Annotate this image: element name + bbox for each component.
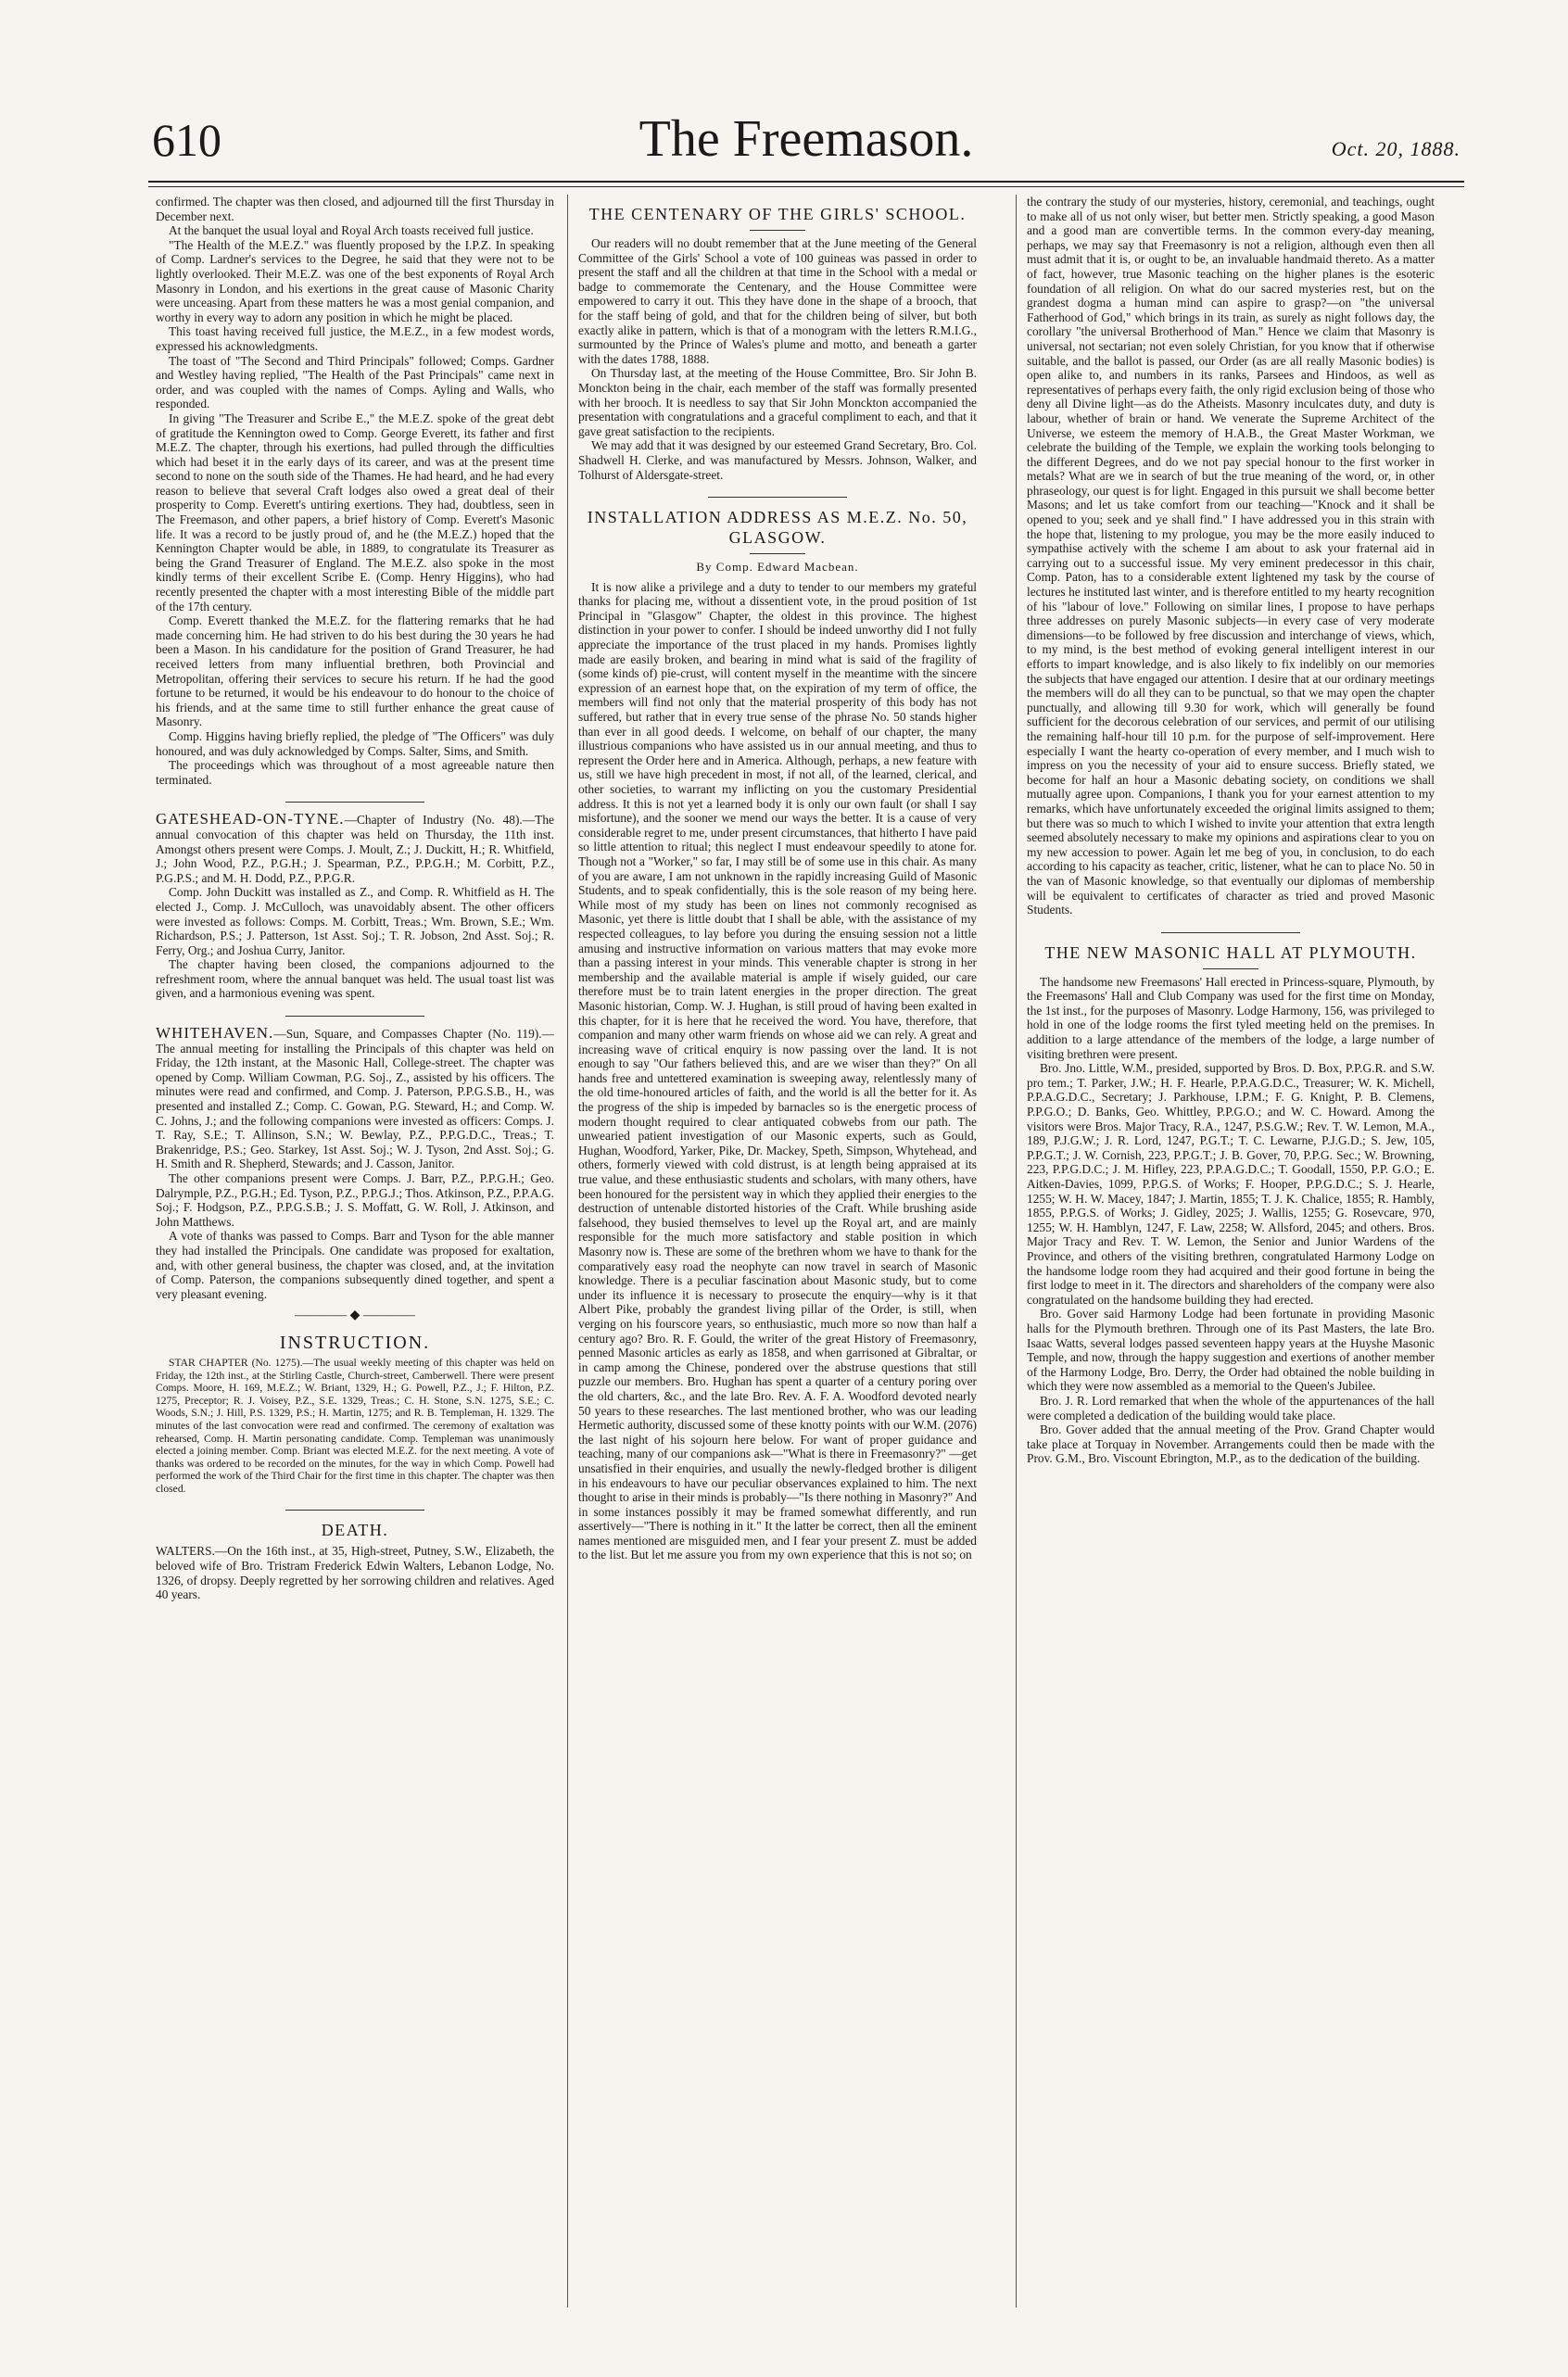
page-number: 610	[152, 114, 221, 166]
paragraph: The proceedings which was throughout of a most agreeable nature then terminated.	[156, 758, 554, 787]
issue-date: Oct. 20, 1888.	[1331, 137, 1461, 160]
paragraph: We may add that it was designed by our esteemed Grand Secretary, Bro. Col. Shadwell H. Clerke, and was manufactured by Messrs. Johnson, Walker, and Tolhurst of Aldersgate-street.	[578, 438, 977, 482]
column-1	[156, 195, 554, 2317]
report-text: —Sun, Square, and Compasses Chapter (No. 119).—The annual meeting for installing the Principals of this chapter was held on Friday, the 12th instant, at the Masonic Hall, College-street. The chapter was opened by Comp. William Cowman, P.G. Soj., Z., assisted by his officers. The minutes were read and confirmed, and Comp. J. Paterson, P.P.G.S.B., H., was presented and installed Z.; Comp. C. Gowan, P.G. Steward, H.; and Comp. W. C. Johns, J.; and the following companions were invested as officers: Comps. J. T. Ray, S.E.; T. Allinson, S.N.; W. Bewlay, P.Z., P.P.G.D.C., Treas.; T. Brakenridge, P.S.; Geo. Starkey, 1st Asst. Soj.; W. J. Tyson, 2nd Asst. Soj.; G. H. Smith and R. Shepherd, Stewards; and J. Casson, Janitor.	[156, 1027, 554, 1171]
paragraph: "The Health of the M.E.Z." was fluently proposed by the I.P.Z. In speaking of Comp. Lardner's services to the Degree, he said that they were not to be lightly overlooked. Their M.E.Z. was one of the best exponents of Royal Arch Masonry in London, and his exertions in the great cause of Masonic Charity were unceasing. Apart from these matters he was a most genial companion, and worthy in every way to adorn any position in which he might be placed.	[156, 237, 554, 324]
article-heading-plymouth-hall: THE NEW MASONIC HALL AT PLYMOUTH.	[1044, 942, 1417, 962]
report-text: —Chapter of Industry (No. 48).—The annual convocation of this chapter was held on Thursday, the 11th inst. Amongst others present were Comps. J. Moult, Z.; J. Duckitt, H.; R. Whitfield, J.; John Wood, P.Z., P.G.H.; J. Spearman, P.Z., P.P.G.H.; M. Corbitt, P.Z., P.G.P.S.; and M. H. Dodd, P.Z., P.P.G.R.	[156, 813, 554, 885]
section-rule	[285, 802, 424, 803]
column-3	[1027, 195, 1435, 2317]
heading-rule	[1203, 968, 1258, 969]
paragraph: In giving "The Treasurer and Scribe E.," the M.E.Z. spoke of the great debt of gratitude the Kennington owed to Comp. George Everett, its father and first M.E.Z. The chapter, through his exertions, had pulled through the difficulties which had beset it in the early days of its career, and was at the present time second to none on the south side of the Thames. He had heard, and he had every reason to believe that several Craft lodges also owed a great deal of their prosperity to Comp. Everett's untiring exertions. They had, doubtless, seen in The Freemason, and other papers, a brief history of Comp. Everett's Masonic life. It was a record to be justly proud of, and he (the M.E.Z.) hoped that the Kennington Chapter would be able, in 1889, to congratulate its Treasurer as being the Grand Treasurer of England. The M.E.Z. also spoke in the most kindly terms of their excellent Scribe E. (Comp. Henry Higgins), who had recently presented the chapter with a most interesting Bible of the middle part of the 17th century.	[156, 411, 554, 613]
paragraph: At the banquet the usual loyal and Royal Arch toasts received full justice.	[169, 223, 534, 238]
report-gateshead	[156, 812, 554, 885]
section-rule	[285, 1016, 424, 1017]
section-rule	[285, 1510, 424, 1511]
section-heading-death: DEATH.	[321, 1521, 389, 1540]
column-divider	[567, 195, 568, 2307]
section-rule	[708, 497, 847, 498]
paragraph: The other companions present were Comps. J. Barr, P.Z., P.P.G.H.; Geo. Dalrymple, P.Z., P.G.H.; Ed. Tyson, P.Z., P.P.G.J.; Thos. Atkinson, P.Z., P.P.A.G. Soj.; F. Hodgson, P.Z., P.P.G.S.B.; J. S. Moffatt, G. W. Roll, J. Atkinson, and John Matthews.	[156, 1171, 554, 1229]
section-rule	[1161, 932, 1300, 933]
paragraph: Comp. Higgins having briefly replied, the pledge of "The Officers" was duly honoured, and was duly acknowledged by Comps. Salter, Sims, and Smith.	[156, 728, 554, 758]
paragraph: Bro. J. R. Lord remarked that when the whole of the appurtenances of the hall were completed a dedication of the building would take place.	[1027, 1393, 1435, 1422]
paragraph: The handsome new Freemasons' Hall erected in Princess-square, Plymouth, by the Freemasons' Hall and Club Company was used for the first time on Monday, the 1st inst., for the purposes of Masonry. Lodge Harmony, 156, was privileged to hold in one of the lodge rooms the first tyled meeting held on the premises. In addition to a large attendance of the members of the lodge, a large number of visiting brethren were present.	[1027, 974, 1435, 1061]
paragraph: Comp. John Duckitt was installed as Z., and Comp. R. Whitfield as H. The elected J., Comp. J. McCulloch, was unavoidably absent. The other officers were invested as follows: Comps. M. Corbitt, Treas.; Wm. Brown, S.E.; Wm. Richardson, P.S.; J. Patterson, 1st Asst. Soj.; T. R. Jobson, 2nd Asst. Soj.; R. Ferry, Org.; and Joshua Curry, Janitor.	[156, 885, 554, 957]
report-lede: GATESHEAD-ON-TYNE.	[156, 810, 345, 828]
heading-rule	[750, 230, 805, 231]
paragraph: On Thursday last, at the meeting of the House Committee, Bro. Sir John B. Monckton being in the chair, each member of the staff was formally presented with her brooch. It is needless to say that Sir John Monckton accompanied the presentation with congratulations and a graceful compliment to each, and that it gave great satisfaction to the recipients.	[578, 366, 977, 438]
paragraph: The chapter having been closed, the companions adjourned to the refreshment room, where the annual banquet was held. The usual toast list was given, and a harmonious evening was spent.	[156, 957, 554, 1001]
masthead-title: The Freemason.	[639, 110, 974, 168]
column-divider	[1016, 195, 1017, 2307]
header-rule	[148, 181, 1464, 183]
paragraph: Bro. Gover added that the annual meeting of the Prov. Grand Chapter would take place at Torquay in November. Arrangements could then be made with the Prov. G.M., Bro. Viscount Ebrington, M.P., as to the dedication of the building.	[1027, 1422, 1435, 1466]
paragraph: confirmed. The chapter was then closed, and adjourned till the first Thursday in December next.	[156, 195, 554, 223]
article-heading-centenary: THE CENTENARY OF THE GIRLS' SCHOOL.	[588, 205, 967, 223]
paragraph: Comp. Everett thanked the M.E.Z. for the flattering remarks that he had made concerning him. He had striven to do his best during the 30 years he had been a Mason. In his candidature for the position of Grand Treasurer, he had received letters from many influential brethren, both Provincial and Metropolitan, offering their services to secure his return. If he had the good fortune to be returned, it would be his endeavour to do honour to the choice of his friends, and at the same time to still further enhance the great cause of Masonry.	[156, 613, 554, 729]
paragraph: Bro. Gover said Harmony Lodge had been fortunate in providing Masonic halls for the Plymouth brethren. Through one of its Past Masters, the late Bro. Isaac Watts, several lodges passed seventeen happy years at the Huyshe Masonic Temple, and now, through the happy suggestion and exertions of another member of the Harmony Lodge, Bro. Derry, the Order had obtained the noble building in which they were now assembled as a memorial to the Queen's Jubilee.	[1027, 1307, 1435, 1394]
article-heading-installation: INSTALLATION ADDRESS AS M.E.Z. No. 50, GLASGOW.	[587, 508, 968, 548]
report-lede: WHITEHAVEN.	[156, 1024, 274, 1043]
paragraph: the contrary the study of our mysteries, history, ceremonial, and teachings, ought to make all of us not only wiser, but better men. Strictly speaking, a good Mason and a good man are convertible terms. In the common every-day meaning, perhaps, we may say that Freemasonry is not a religion, although even then all must admit that it is, or ought to be, an invaluable handmaid thereto. As a matter of fact, however, true Masonic teaching on the higher planes is the esoteric foundation of all religion. On what do our sacred mysteries rest, but on the grandest dogma a human mind can aspire to grasp?—on "the universal Fatherhood of God," which brings in its train, as surely as night follows day, the corollary "the universal Brotherhood of Man." Hence we claim that Masonry is universal, not sectarian; not even solely Christian, for you know that if otherwise suitable, and the ballot is passed, our Order (as are all really Masonic bodies) is open alike to, and numbers in its ranks, Parsees and Hindoos, as well as representatives of perhaps every faith, the only rigid exclusion being of those who deny all Divine light—as do the Atheists. Masonry inculcates duty, and duty is labour, whether of brain or hand. We venerate the Supreme Architect of the Universe, we esteem the memory of H.A.B., the Great Master Workman, we celebrate the building of the Temple, we explain the working tools belonging to the different Degrees, and do we not pay special honour to the first worker in metals? What are we in search of but the true meaning of the word, or, in other phraseology, our quest is for light. Engaged in this pursuit we shall become better Masons; and let us take comfort from our teaching—"Knock and it shall be opened to you; seek and ye shall find." I have addressed you in this strain with the hope that, listening to my prologue, you may be the more easily induced to sympathise actively with the scheme I am about to ask your fraternal aid in carrying out to a successful issue. My very eminent predecessor in this chair, Comp. Paton, has to a considerable extent lightened my task by the course of lectures he instituted last winter, and is therefore entitled to my hearty recognition of his "labour of love." Following on similar lines, I propose to have perhaps three addresses on purely Masonic subjects—in every case of very moderate dimensions—to be followed by free discussion and interchange of views, which, to my mind, is the best method of evoking general intelligent interest in our efforts to impart knowledge, and is also likely to fix indelibly on our memories the subjects that have engaged our attention. I desire that at our ordinary meetings the members will do all they can to be punctual, so that we may open the chapter punctually, and allowing till 9.30 for work, which will generally be found sufficient for the decorous celebration of our services, and permit of our utilising the remaining half-hour till 10 p.m. for the purpose of self-improvement. Here especially I want the hearty co-operation of every member, and I much wish to impress on you the necessity of your aid to ensure success. Briefly stated, we become for half an hour a Masonic debating society, on conditions we shall mutually agree upon. Companions, I thank you for your earnest attention to my remarks, which have unfortunately exceeded the original limits assigned to them; but there was so much to which I wished to invite your attention that extra length seemed absolutely necessary to make my opinions and aspirations clear to you on my new accession to power. Again let me beg of you, in conclusion, to do each according to his capacity as teacher, critic, listener, what he can to place No. 50 in the van of Masonic knowledge, so that eventually our diplomas of membership will be equivalent to certificates of character as tried and proved Masonic Students.	[1027, 195, 1435, 917]
paragraph: STAR CHAPTER (No. 1275).—The usual weekly meeting of this chapter was held on Friday, the 12th inst., at the Stirling Castle, Church-street, Camberwell. There were present Comps. Moore, H. 169, M.E.Z.; W. Briant, 1329, H.; G. Powell, P.Z., J.; F. Hilton, P.Z. 1275, Preceptor; R. J. Voisey, P.Z., S.E. 1329, Treas.; C. H. Stone, S.N. 1275, S.E.; C. Woods, S.N.; J. Hill, P.S. 1329, P.S.; H. Martin, 1275; and R. B. Templeman, H. 1329. The minutes of the last convocation were read and confirmed. The ceremony of exaltation was rehearsed, Comp. H. Martin personating candidate. Comp. Templeman was unanimously elected a joining member. Comp. Briant was elected M.E.Z. for the next meeting. A vote of thanks was ordered to be recorded on the minutes, for the way in which Comp. Powell had performed the work of the Third Chair for the first time in this chapter. The chapter was then closed.	[156, 1356, 554, 1495]
report-whitehaven	[156, 1026, 554, 1171]
ornament-divider: ———— ◆ ————	[295, 1309, 415, 1323]
death-notice: WALTERS.—On the 16th inst., at 35, High-street, Putney, S.W., Elizabeth, the beloved wife of Bro. Tristram Frederick Edwin Walters, Lebanon Lodge, No. 1326, of dropsy. Deeply regretted by her sorrowing children and relatives. Aged 40 years.	[156, 1544, 554, 1602]
heading-rule	[750, 553, 805, 554]
page-header	[139, 109, 1473, 183]
paragraph: The toast of "The Second and Third Principals" followed; Comps. Gardner and Westley having replied, "The Health of the Past Principals" came next in order, and was coupled with the names of Comps. Ayling and Walls, who responded.	[156, 353, 554, 411]
paragraph: A vote of thanks was passed to Comps. Barr and Tyson for the able manner they had installed the Principals. One candidate was proposed for exaltation, and, with other general business, the chapter was closed, and, at the invitation of Comp. Paterson, the companions subsequently dined together, and spent a very pleasant evening.	[156, 1229, 554, 1301]
column-2	[578, 195, 977, 2317]
header-rule-thin	[148, 186, 1464, 187]
paragraph: Our readers will no doubt remember that at the June meeting of the General Committee of the Girls' School a vote of 100 guineas was passed in order to present the staff and all the children at that time in the School with a medal or badge to commemorate the Centenary, and the House Committee were empowered to carry it out. This they have done in the shape of a brooch, that for the staff being of gold, and that for the children being of silver, but both exactly alike in pattern, which is that of a monogram with the letters R.M.I.G., surmounted by the Prince of Wales's plume and motto, and beneath a garter with the dates 1788, 1888.	[578, 236, 977, 366]
paragraph: This toast having received full justice, the M.E.Z., in a few modest words, expressed his acknowledgments.	[156, 324, 554, 353]
paragraph: Bro. Jno. Little, W.M., presided, supported by Bros. D. Box, P.P.G.R. and S.W. pro tem.; T. Parker, J.W.; H. F. Hearle, P.P.A.G.D.C., Treasurer; W. K. Michell, P.P.A.G.D.C., Secretary; J. Parkhouse, I.P.M.; F. G. Knight, P. B. Clemens, P.P.G.O.; D. Banks, Geo. Whittley, P.P.G.O.; and W. C. Howard. Among the visitors were Bros. Major Tracy, R.A., 1247, P.S.G.W.; Rev. T. W. Lemon, M.A., 189, P.J.G.W.; J. R. Lord, 1247, P.G.T.; T. C. Lewarne, P.J.G.D.; S. Jew, 105, P.P.G.T.; J. W. Cornish, 223, P.P.G.T.; J. B. Gover, 70, P.P.G. Sec.; W. Browning, 223, P.P.G.D.C.; J. M. Hifley, 223, P.P.A.G.D.C.; T. Goodall, 1550, P.P. G.O.; E. Aitken-Davies, 1099, P.P.G.S. of Works; F. Hooper, P.P.G.D.C.; S. J. Hearle, 1255; W. H. W. Macey, 1847; J. Martin, 1855; T. J. K. Chalice, 1855; R. Hambly, 1855, P.P.G.S. of Works; J. Gidley, 2025; J. Wallis, 1255; G. Rosevcare, 970, 1255; W. H. Hamblyn, 1247, F. Law, 2258; W. Allsford, 2045; and others. Bros. Major Tracy and Rev. T. W. Lemon, the Senior and Junior Wardens of the Province, and others of the visiting brethren, congratulated Harmony Lodge on the handsome lodge room they had acquired and their good fortune in being the first lodge to meet in it. The directors and shareholders of the company were also congratulated on the handsome building they had erected.	[1027, 1061, 1435, 1307]
byline: By Comp. Edward Macbean.	[696, 560, 859, 575]
paragraph: It is now alike a privilege and a duty to tender to our members my grateful thanks for placing me, without a dissentient vote, in the proud position of 1st Principal in "Glasgow" Chapter, the oldest in this province. The highest distinction in your power to confer. I should be indeed unworthy did I not fully appreciate the importance of the trust placed in my hands. Promises lightly made are easily broken, and bearing in mind what is said of the fragility of (some kinds of) pie-crust, will content myself in the meantime with the sincere expression of an earnest hope that, on the expiration of my term of office, the members will find not only that the material prosperity of this body has not suffered, but rather that in every true sense of the phrase No. 50 stands higher than ever in all good deeds. I welcome, on behalf of our chapter, the many illustrious companions who have assisted us in our annual meeting, and thus to represent the Order here and in America. Although, perhaps, a new feature with us, still we have high precedent in most, if not all, of the learned, clerical, and other societies, to warrant my inflicting on you the customary Presidential address. It this is not yet a learned body it is only our own fault (or shall I say misfortune), and the sooner we mend our ways the better. It is a cause of very considerable regret to me, under present circumstances, that hitherto I have paid so little attention to ritual; this neglect I must endeavour speedily to atone for. Though not a "Worker," so far, I may still be of some use in this chair. As many of you are aware, I am not unknown in the rapidly increasing Guild of Masonic Students, and to speak confidentially, this is the sole reason of my being here. While most of my study has been on lines not commonly recognised as Masonic, yet there is little doubt that I shall be able, with the assistance of my respected colleagues, to lay before you during the ensuing session not a little amusing and instructive information on various matters that may evoke more than a passing interest in your minds. This venerable chapter is strong in her membership and the available material is ample if wisely guided, our care therefore must be to train latent energies in the proper direction. The great Masonic historian, Comp. W. J. Hughan, is still proud of having been exalted in this chapter, for it is here that he received the word. You have, therefore, that companion and many other warm friends on whose aid we can rely. A great and increasing wave of critical enquiry is now passing over the land. It is not enough to say "Our fathers believed this, and are we wiser than they?" On all hands free and untettered examination is sweeping away, relentlessly many of the old time-honoured articles of faith, and the world is all the better for it. As the progress of the ship is impeded by barnacles so is the energetic process of modern thought required to clear antiquated cobwebs from our path. The unwearied patient investigation of our Masonic experts, such as Gould, Hughan, Woodford, Yarker, Pike, Dr. Mackey, Speth, Simpson, Whytehead, and others, formerly viewed with cold distrust, is at length being appraised at its true value, and these enthusiastic students and scholars, with many others, have been honoured for the persistent way in which they applied their energies to the destruction of untenable distorted histories of the Craft. While brushing aside falsehood, they busied themselves to level up the Royal art, and are mainly responsible for the much more satisfactory and stable position in which Masonry now is. These are some of the brethren whom we have to thank for the comparatively easy road the neophyte can now travel in search of Masonic knowledge. There is a peculiar fascination about Masonic study, but to come under its influence it is necessary to prosecute the enquiry—why is it that Albert Pike, probably the grandest living pillar of the Order, is still, when verging on his fourscore years, so enthusiastic, much more so now than half a century ago? Bro. R. F. Gould, the writer of the great History of Freemasonry, penned Masonic articles as early as 1858, and when garrisoned at Gibraltar, or in camp among the Chinese, pondered over the abstruse questions that still puzzle our members. Bro. Hughan has spent a quarter of a century poring over the old charters, &c., and the late Bro. Rev. A. F. A. Woodford devoted nearly 50 years to these researches. The last mentioned brother, who was our leading Hermetic authority, discussed some of these knotty points with our W.M. (2076) the last night of his sojourn here below. For want of proper guidance and teaching, many of our companions ask—"What is there in Freemasonry?" —get unsatisfied in their enquiries, and usually the newly-fledged brother is diligent in his endeavours to have our peculiar observances explained to him. The next thought to arise in their minds is probably—"Is there nothing in Masonry?" And in some instances possibly it may be framed somewhat differently, and run assertively—"There is nothing in it." It the latter be correct, then all the eminent names mentioned are misguided men, and I fear your present Z. must be added to the list. But let me assure you from my own experience that this is not so; on	[578, 579, 977, 1562]
section-heading-instruction: INSTRUCTION.	[279, 1332, 431, 1353]
